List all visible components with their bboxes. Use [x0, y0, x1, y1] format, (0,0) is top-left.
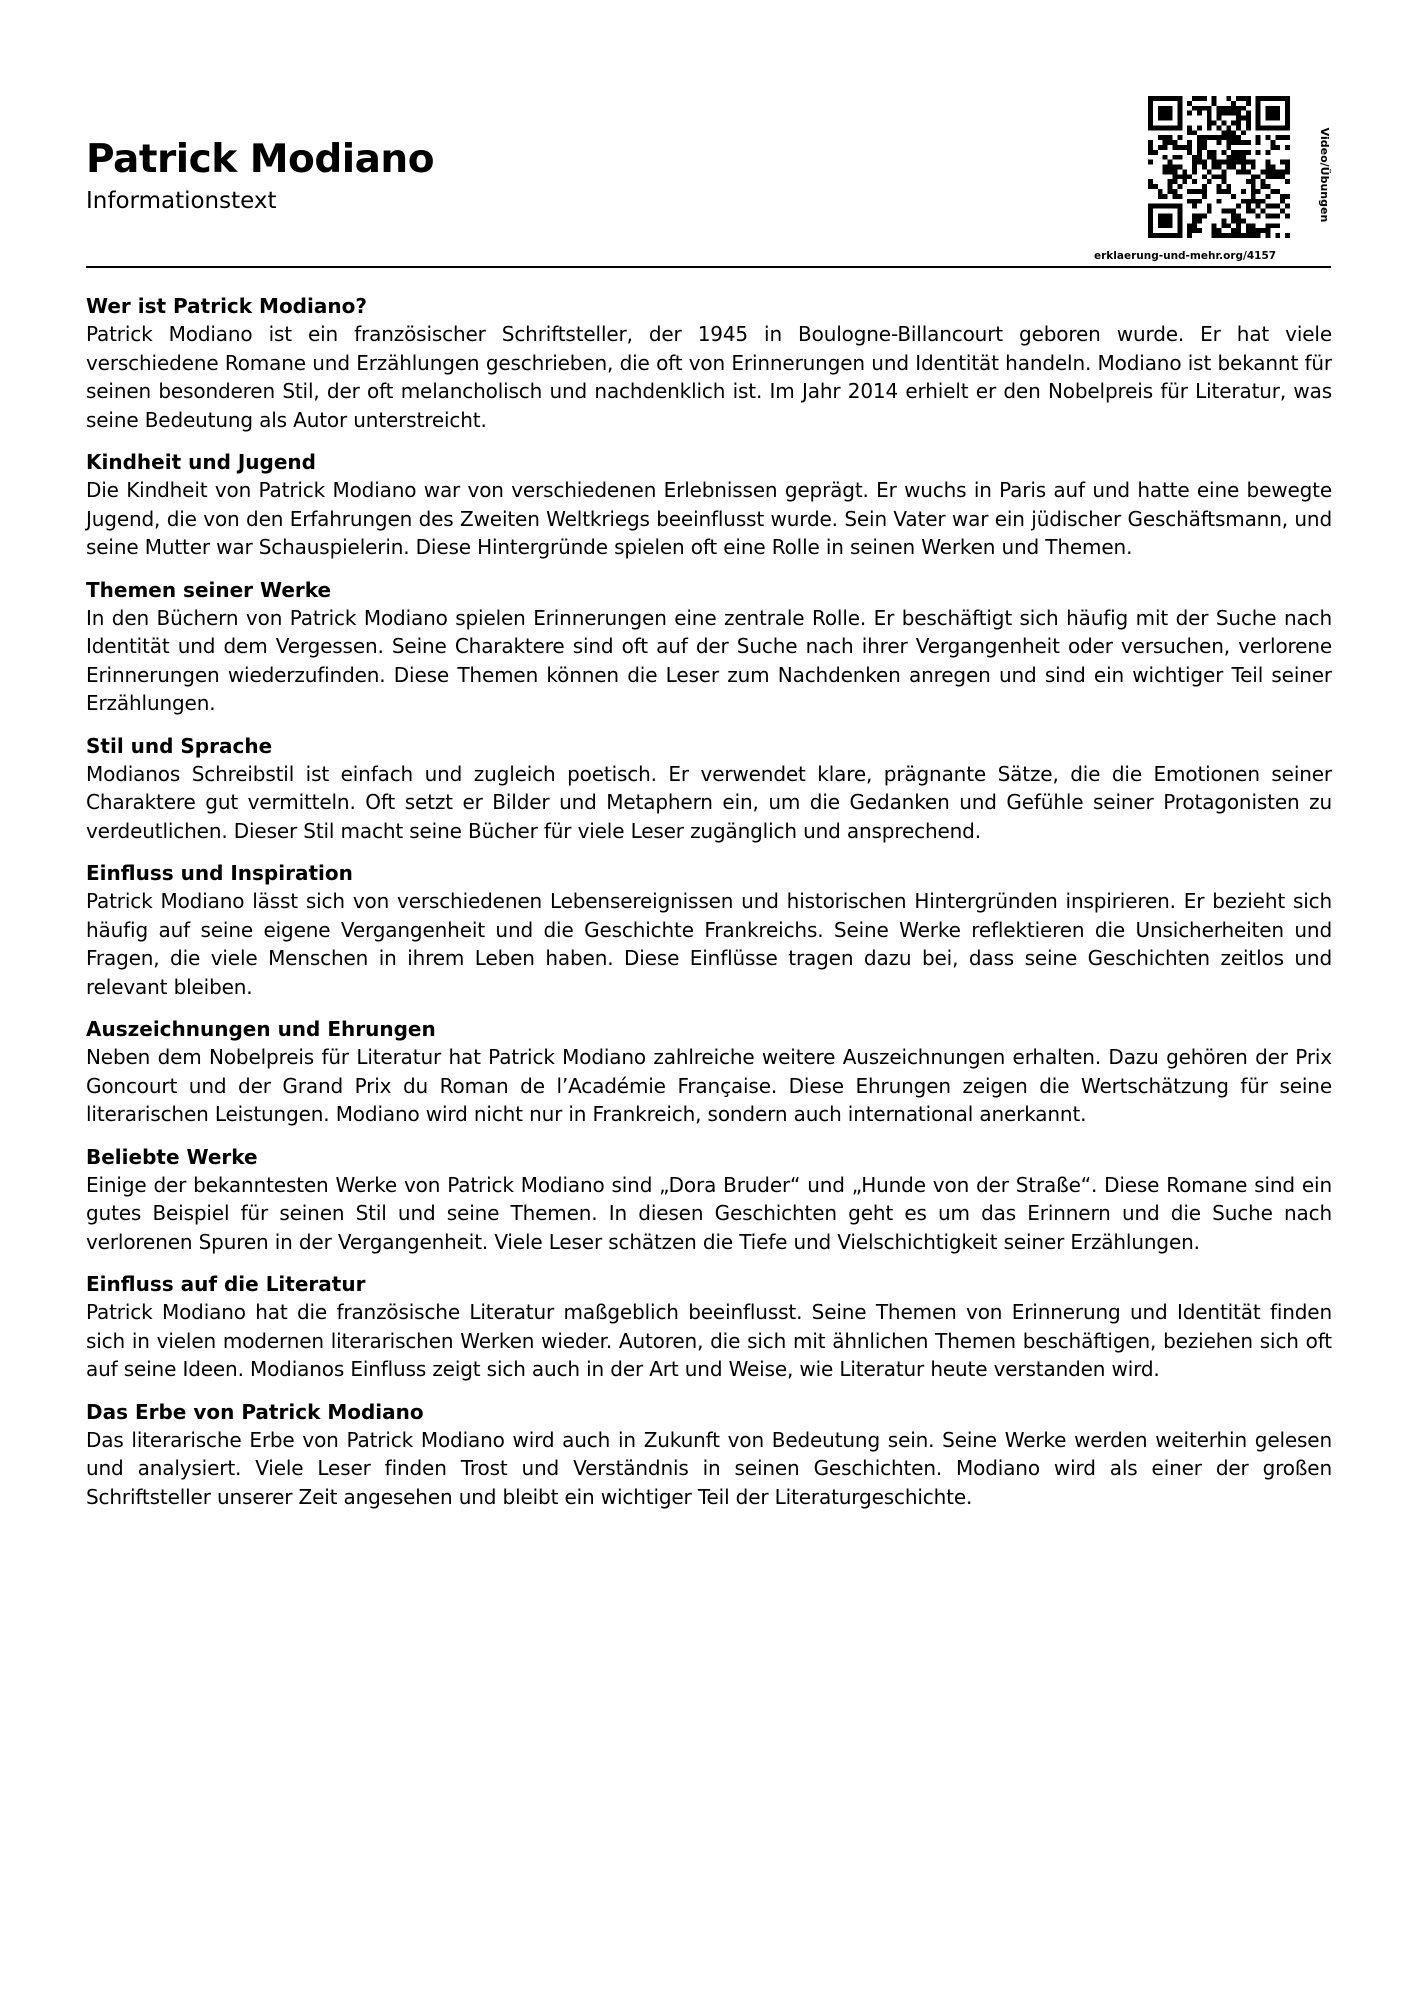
video-exercises-label: Video/Übungen: [1318, 127, 1331, 223]
page-subtitle: Informationstext: [86, 188, 277, 214]
section-text: In den Büchern von Patrick Modiano spielen Erinnerungen eine zentrale Rolle. Er beschäftigt sich häufig mit der Suche nach Identität und dem Vergessen. Seine Charaktere sind oft auf der Suche nach ihrer Vergangenheit oder versuchen, verlorene Erinnerungen wiederzufinden. Diese Themen können die Leser zum Nachdenken anregen und sind ein wichtiger Teil seiner Erzählungen.: [86, 605, 1332, 715]
section-text: Patrick Modiano hat die französische Literatur maßgeblich beeinflusst. Seine Themen von Erinnerung und Identität finden sich in vielen modernen literarischen Werken wieder. Autoren, die sich mit ähnlichen Themen beschäftigen, beziehen sich oft auf seine Ideen. Modianos Einfluss zeigt sich auch in der Art und Weise, wie Literatur heute verstanden wird.: [86, 1300, 1332, 1381]
section-heading: Beliebte Werke: [86, 1144, 258, 1169]
article-body: [86, 292, 1332, 1525]
section-heading: Kindheit und Jugend: [86, 450, 316, 474]
section-text: Patrick Modiano ist ein französischer Schriftsteller, der 1945 in Boulogne-Billancourt geboren wurde. Er hat viele verschiedene Romane und Erzählungen geschrieben, die oft von Erinnerungen und Identität handeln. Modiano ist bekannt für seinen besonderen Stil, der oft melancholisch und nachdenklich ist. Im Jahr 2014 erhielt er den Nobelpreis für Literatur, was seine Bedeutung als Autor unterstreicht.: [86, 322, 1332, 432]
section-text: Die Kindheit von Patrick Modiano war von verschiedenen Erlebnissen geprägt. Er wuchs in Paris auf und hatte eine bewegte Jugend, die von den Erfahrungen des Zweiten Weltkriegs beeinflusst wurde. Sein Vater war ein jüdischer Geschäftsmann, und seine Mutter war Schauspielerin. Diese Hintergründe spielen oft eine Rolle in seinen Werken und Themen.: [86, 478, 1332, 559]
page-title: Patrick Modiano: [86, 137, 434, 182]
section-heading: Einfluss auf die Literatur: [86, 1272, 366, 1296]
section-childhood: [86, 448, 1332, 562]
section-text: Modianos Schreibstil ist einfach und zugleich poetisch. Er verwendet klare, prägnante Sätze, die die Emotionen seiner Charaktere gut vermitteln. Oft setzt er Bilder und Metaphern ein, um die Gedanken und Gefühle seiner Protagonisten zu verdeutlichen. Dieser Stil macht seine Bücher für viele Leser zugänglich und ansprechend.: [86, 761, 1332, 843]
section-heading: Einfluss und Inspiration: [86, 861, 353, 885]
section-heading: Themen seiner Werke: [86, 577, 332, 602]
section-heading: Stil und Sprache: [86, 733, 273, 758]
section-heading: Wer ist Patrick Modiano?: [86, 294, 367, 318]
section-legacy: [86, 1398, 1332, 1512]
section-works: [86, 1143, 1332, 1257]
section-themes: [86, 576, 1332, 718]
source-url[interactable]: erklaerung-und-mehr.org/4157: [1094, 250, 1277, 262]
section-influence: [86, 859, 1332, 1001]
section-who: [86, 292, 1332, 434]
page-header: [86, 96, 1331, 270]
section-text: Einige der bekanntesten Werke von Patrick Modiano sind „Dora Bruder“ und „Hunde von der Straße“. Diese Romane sind ein gutes Beispiel für seinen Stil und seine Themen. In diesen Geschichten geht es um das Erinnern und die Suche nach verlorenen Spuren in der Vergangenheit. Viele Leser schätzen die Tiefe und Vielschichtigkeit seiner Erzählungen.: [86, 1172, 1332, 1254]
section-heading: Das Erbe von Patrick Modiano: [86, 1399, 424, 1424]
header-divider: [86, 266, 1331, 268]
section-text: Neben dem Nobelpreis für Literatur hat Patrick Modiano zahlreiche weitere Auszeichnungen erhalten. Dazu gehören der Prix Goncourt und der Grand Prix du Roman de l’Académie Française. Diese Ehrungen zeigen die Wertschätzung für seine literarischen Leistungen. Modiano wird nicht nur in Frankreich, sondern auch international anerkannt.: [86, 1045, 1332, 1126]
section-style: [86, 732, 1332, 846]
section-awards: [86, 1015, 1332, 1129]
section-text: Das literarische Erbe von Patrick Modiano wird auch in Zukunft von Bedeutung sein. Seine Werke werden weiterhin gelesen und analysiert. Viele Leser finden Trost und Verständnis in seinen Geschichten. Modiano wird als einer der großen Schriftsteller unserer Zeit angesehen und bleibt ein wichtiger Teil der Literaturgeschichte.: [86, 1427, 1332, 1509]
section-heading: Auszeichnungen und Ehrungen: [86, 1017, 436, 1041]
qr-code-icon[interactable]: [1148, 96, 1290, 238]
section-literature-influence: [86, 1270, 1332, 1384]
section-text: Patrick Modiano lässt sich von verschiedenen Lebensereignissen und historischen Hintergründen inspirieren. Er bezieht sich häufig auf seine eigene Vergangenheit und die Geschichte Frankreichs. Seine Werke reflektieren die Unsicherheiten und Fragen, die viele Menschen in ihrem Leben haben. Diese Einflüsse tragen dazu bei, dass seine Geschichten zeitlos und relevant bleiben.: [86, 889, 1332, 999]
